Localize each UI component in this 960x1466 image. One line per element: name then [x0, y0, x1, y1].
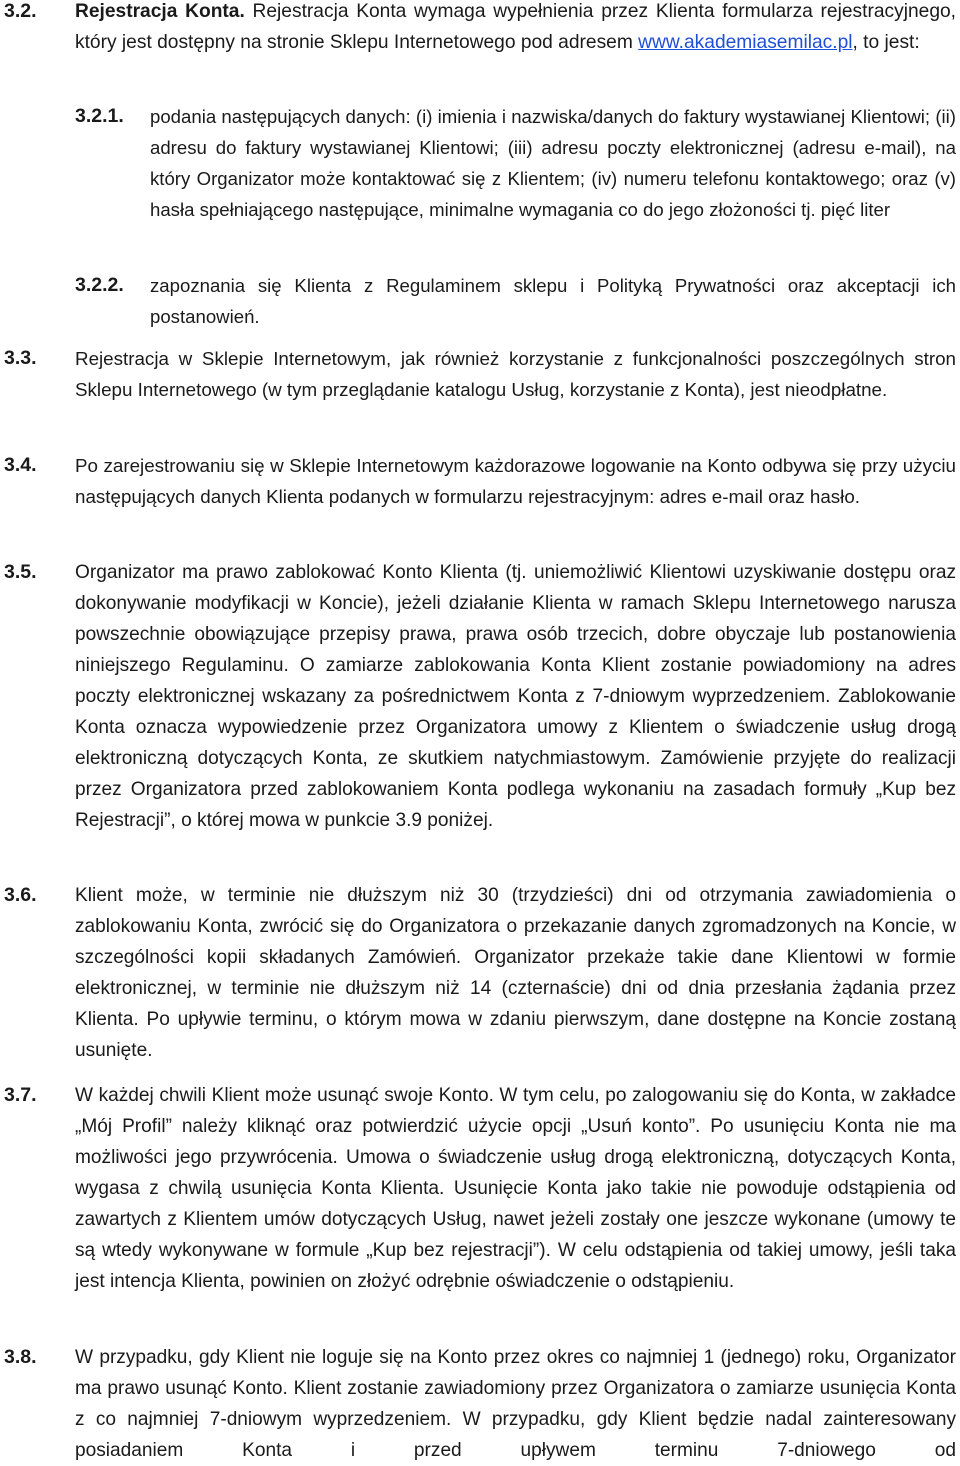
section-text-before-link: Rejestracja Konta wymaga wypełnienia przez Klienta formularza rejestracyjnego, który jest dostępny na stronie Sklepu Internetowego pod adresem	[75, 1, 956, 53]
section-3-4	[4, 450, 956, 546]
section-text: podania następujących danych: (i) imienia i nazwiska/danych do faktury wystawianej Klientowi; (ii) adresu do faktury wystawianej Klientowi; (iii) adresu poczty elektronicznej (adresu e-mail), na który Organizator może kontaktować się z Klientem; (iv) numeru telefonu kontaktowego; oraz (v) hasła spełniającego następujące, minimalne wymagania co do jego złożoności tj. pięć liter	[150, 106, 956, 220]
section-text: Organizator ma prawo zablokować Konto Klienta (tj. uniemożliwić Klientowi uzyskiwanie dostępu oraz dokonywanie modyfikacji w Koncie), jeżeli działanie Klienta w ramach Sklepu Internetowego narusza powszechnie obowiązujące przepisy prawa, prawa osób trzecich, dobre obyczaje lub postanowienia niniejszego Regulaminu. O zamiarze zablokowania Konta Klient zostanie powiadomiony na adres poczty elektronicznej wskazany za pośrednictwem Konta z 7-dniowym wyprzedzeniem. Zablokowanie Konta oznacza wypowiedzenie przez Organizatora umowy z Klientem o świadczenie usług drogą elektroniczną dotyczących Konta, ze skutkiem natychmiastowym. Zamówienie przyjęte do realizacji przez Organizatora przed zablokowaniem Konta podlega wykonaniu na zasadach formuły „Kup bez Rejestracji”, o której mowa w punkcie 3.9 poniżej.	[75, 562, 956, 831]
section-text	[75, 0, 956, 58]
section-number: 3.2.2.	[75, 274, 124, 296]
section-number: 3.8.	[4, 1346, 37, 1368]
section-3-5	[4, 557, 956, 873]
section-number: 3.2.	[4, 0, 37, 22]
section-3-7	[4, 1080, 956, 1330]
section-3-3	[4, 343, 956, 439]
section-text: Rejestracja w Sklepie Internetowym, jak również korzystanie z funkcjonalności poszczególnych stron Sklepu Internetowego (w tym przeglądanie katalogu Usług, korzystanie z Konta), jest nieodpłatne.	[75, 348, 956, 400]
section-number: 3.3.	[4, 347, 37, 369]
section-number: 3.6.	[4, 884, 37, 906]
section-text: Klient może, w terminie nie dłuższym niż 30 (trzydzieści) dni od otrzymania zawiadomienia o zablokowaniu Konta, zwrócić się do Organizatora o przekazanie danych zgromadzonych na Koncie, w szczególności kopii składanych Zamówień. Organizator przekaże takie dane Klientowi w formie elektronicznej, w terminie nie dłuższym niż 14 (czternaście) dni od dnia przesłania żądania przez Klienta. Po upływie terminu, o którym mowa w zdaniu pierwszym, dane dostępne na Koncie zostaną usunięte.	[75, 885, 956, 1061]
section-text: Po zarejestrowaniu się w Sklepie Internetowym każdorazowe logowanie na Konto odbywa się przy użyciu następujących danych Klienta podanych w formularzu rejestracyjnym: adres e-mail oraz hasło.	[75, 455, 956, 507]
section-number: 3.5.	[4, 561, 37, 583]
section-3-2	[4, 0, 956, 96]
section-number: 3.4.	[4, 454, 37, 476]
section-text: W przypadku, gdy Klient nie loguje się na Konto przez okres co najmniej 1 (jednego) roku, Organizator ma prawo usunąć Konto. Klient zostanie zawiadomiony przez Organizatora o zamiarze usunięcia Konta z co najmniej 7-dniowym wyprzedzeniem. W przypadku, gdy Klient będzie nadal zainteresowany posiadaniem Konta i przed upływem terminu 7-dniowego od	[75, 1347, 956, 1461]
section-3-2-2	[75, 270, 956, 334]
section-title: Rejestracja Konta.	[75, 1, 245, 22]
section-text: zapoznania się Klienta z Regulaminem sklepu i Polityką Prywatności oraz akceptacji ich postanowień.	[150, 275, 956, 327]
section-3-8	[4, 1342, 956, 1466]
section-3-6	[4, 880, 956, 1070]
section-number: 3.7.	[4, 1084, 37, 1106]
section-3-2-1	[75, 101, 956, 261]
section-number: 3.2.1.	[75, 105, 124, 127]
section-text: W każdej chwili Klient może usunąć swoje Konto. W tym celu, po zalogowaniu się do Konta, w zakładce „Mój Profil” należy kliknąć oraz potwierdzić użycie opcji „Usuń konto”. Po usunięciu Konta nie ma możliwości jego przywrócenia. Umowa o świadczenie usług drogą elektroniczną, dotyczących Konta, wygasa z chwilą usunięcia Konta Klienta. Usunięcie Konta jako takie nie powoduje odstąpienia od zawartych z Klientem umów dotyczących Usług, nawet jeżeli zostały one jeszcze wykonane (umowy te są wtedy wykonywane w formule „Kup bez rejestracji”). W celu odstąpienia od takiej umowy, jeśli taka jest intencja Klienta, powinien on złożyć odrębnie oświadczenie o odstąpieniu.	[75, 1085, 956, 1292]
section-text-after-link: , to jest:	[852, 32, 920, 53]
shop-link[interactable]: www.akademiasemilac.pl	[638, 32, 853, 53]
